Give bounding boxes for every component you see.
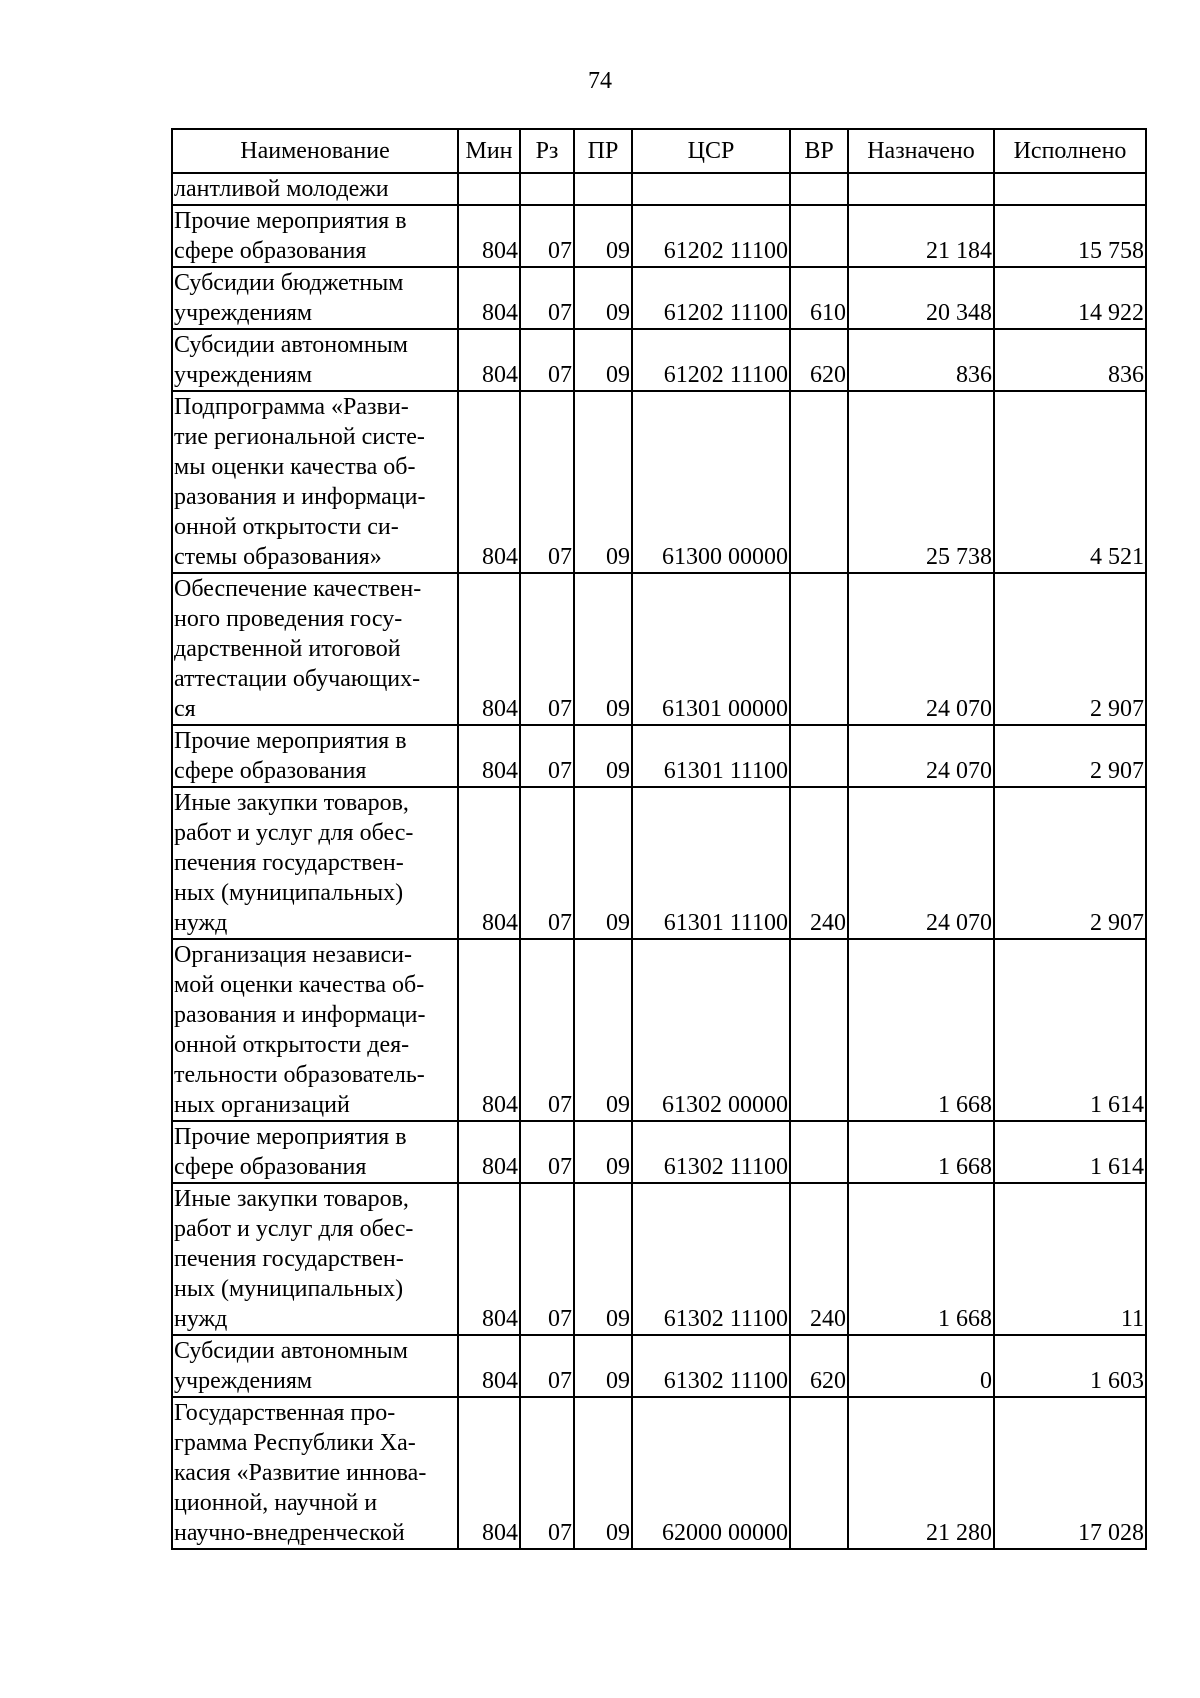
cell-csr: 61302 11100 [632,1121,790,1183]
cell-rz: 07 [520,787,574,939]
cell-rz: 07 [520,267,574,329]
cell-pr: 09 [574,939,632,1121]
cell-rz: 07 [520,573,574,725]
cell-pr: 09 [574,391,632,573]
cell-rz: 07 [520,1183,574,1335]
cell-rz: 07 [520,1121,574,1183]
cell-assigned: 21 280 [848,1397,994,1549]
cell-csr: 61302 00000 [632,939,790,1121]
page-number: 74 [588,68,612,94]
cell-pr: 09 [574,725,632,787]
cell-min: 804 [458,725,520,787]
cell-vr: 620 [790,329,848,391]
cell-executed: 1 603 [994,1335,1146,1397]
cell-name: Прочие мероприятия в сфере образования [172,205,458,267]
cell-pr: 09 [574,573,632,725]
cell-csr: 61202 11100 [632,329,790,391]
table-row [172,939,1146,1121]
table-row [172,1183,1146,1335]
cell-name: Обеспечение качествен- ного проведения госу- дарственной итоговой аттестации обучающих- ся [172,573,458,725]
cell-executed: 17 028 [994,1397,1146,1549]
cell-name: Иные закупки товаров, работ и услуг для обес- печения государствен- ных (муниципальных) нужд [172,787,458,939]
cell-csr: 61301 11100 [632,787,790,939]
cell-min: 804 [458,1397,520,1549]
header-rz: Рз [520,129,574,173]
cell-assigned: 1 668 [848,939,994,1121]
cell-csr: 61302 11100 [632,1183,790,1335]
cell-assigned: 24 070 [848,787,994,939]
table-row [172,329,1146,391]
cell-pr: 09 [574,1121,632,1183]
cell-min: 804 [458,205,520,267]
cell-assigned: 1 668 [848,1183,994,1335]
cell-vr [790,1397,848,1549]
table-row [172,391,1146,573]
cell-name: Субсидии автономным учреждениям [172,329,458,391]
cell-executed [994,173,1146,205]
table-row [172,787,1146,939]
cell-name: Подпрограмма «Разви- тие региональной систе- мы оценки качества об- разования и информаци- онной открытости си- стемы образования» [172,391,458,573]
cell-pr: 09 [574,1335,632,1397]
cell-min: 804 [458,939,520,1121]
cell-rz: 07 [520,725,574,787]
cell-vr [790,205,848,267]
cell-executed: 836 [994,329,1146,391]
cell-min: 804 [458,267,520,329]
table-row [172,1121,1146,1183]
cell-pr: 09 [574,787,632,939]
table-row [172,1335,1146,1397]
cell-csr: 61202 11100 [632,267,790,329]
table-row [172,173,1146,205]
header-name: Наименование [172,129,458,173]
cell-rz: 07 [520,939,574,1121]
cell-min: 804 [458,1183,520,1335]
header-assigned: Назначено [848,129,994,173]
table-row [172,205,1146,267]
cell-csr: 62000 00000 [632,1397,790,1549]
cell-vr: 240 [790,787,848,939]
cell-vr [790,391,848,573]
cell-assigned [848,173,994,205]
cell-vr [790,573,848,725]
cell-vr [790,939,848,1121]
cell-pr: 09 [574,1183,632,1335]
cell-assigned: 836 [848,329,994,391]
cell-assigned: 24 070 [848,725,994,787]
cell-assigned: 25 738 [848,391,994,573]
cell-min: 804 [458,573,520,725]
cell-pr [574,173,632,205]
cell-vr: 610 [790,267,848,329]
cell-name: Прочие мероприятия в сфере образования [172,725,458,787]
cell-rz [520,173,574,205]
cell-rz: 07 [520,391,574,573]
cell-rz: 07 [520,1397,574,1549]
cell-assigned: 20 348 [848,267,994,329]
cell-name: Иные закупки товаров, работ и услуг для обес- печения государствен- ных (муниципальных) нужд [172,1183,458,1335]
cell-csr: 61202 11100 [632,205,790,267]
cell-name: Государственная про- грамма Республики Ха- касия «Развитие иннова- ционной, научной и научно-внедренческой [172,1397,458,1549]
cell-pr: 09 [574,1397,632,1549]
cell-name: Субсидии бюджетным учреждениям [172,267,458,329]
cell-name: Прочие мероприятия в сфере образования [172,1121,458,1183]
cell-assigned: 24 070 [848,573,994,725]
cell-min: 804 [458,787,520,939]
cell-csr: 61302 11100 [632,1335,790,1397]
cell-vr: 240 [790,1183,848,1335]
cell-pr: 09 [574,329,632,391]
table-row [172,573,1146,725]
cell-name: Организация независи- мой оценки качества об- разования и информаци- онной открытости дея- тельности образователь- ных организаций [172,939,458,1121]
cell-name: Субсидии автономным учреждениям [172,1335,458,1397]
cell-min [458,173,520,205]
cell-executed: 2 907 [994,787,1146,939]
cell-name: лантливой молодежи [172,173,458,205]
cell-csr: 61300 00000 [632,391,790,573]
table-row [172,725,1146,787]
cell-rz: 07 [520,205,574,267]
cell-vr [790,1121,848,1183]
header-csr: ЦСР [632,129,790,173]
cell-vr [790,725,848,787]
cell-pr: 09 [574,205,632,267]
table-row [172,267,1146,329]
cell-assigned: 0 [848,1335,994,1397]
cell-executed: 4 521 [994,391,1146,573]
cell-executed: 2 907 [994,573,1146,725]
cell-rz: 07 [520,1335,574,1397]
cell-vr: 620 [790,1335,848,1397]
cell-csr: 61301 00000 [632,573,790,725]
cell-executed: 15 758 [994,205,1146,267]
cell-csr [632,173,790,205]
budget-table [171,128,1147,1550]
header-vr: ВР [790,129,848,173]
cell-min: 804 [458,329,520,391]
table-row [172,1397,1146,1549]
cell-rz: 07 [520,329,574,391]
cell-pr: 09 [574,267,632,329]
cell-min: 804 [458,1121,520,1183]
header-min: Мин [458,129,520,173]
cell-assigned: 21 184 [848,205,994,267]
cell-executed: 1 614 [994,939,1146,1121]
cell-executed: 2 907 [994,725,1146,787]
cell-min: 804 [458,1335,520,1397]
cell-csr: 61301 11100 [632,725,790,787]
cell-vr [790,173,848,205]
cell-executed: 1 614 [994,1121,1146,1183]
table-header-row [172,129,1146,173]
header-pr: ПР [574,129,632,173]
cell-min: 804 [458,391,520,573]
cell-assigned: 1 668 [848,1121,994,1183]
cell-executed: 14 922 [994,267,1146,329]
header-executed: Исполнено [994,129,1146,173]
cell-executed: 11 [994,1183,1146,1335]
